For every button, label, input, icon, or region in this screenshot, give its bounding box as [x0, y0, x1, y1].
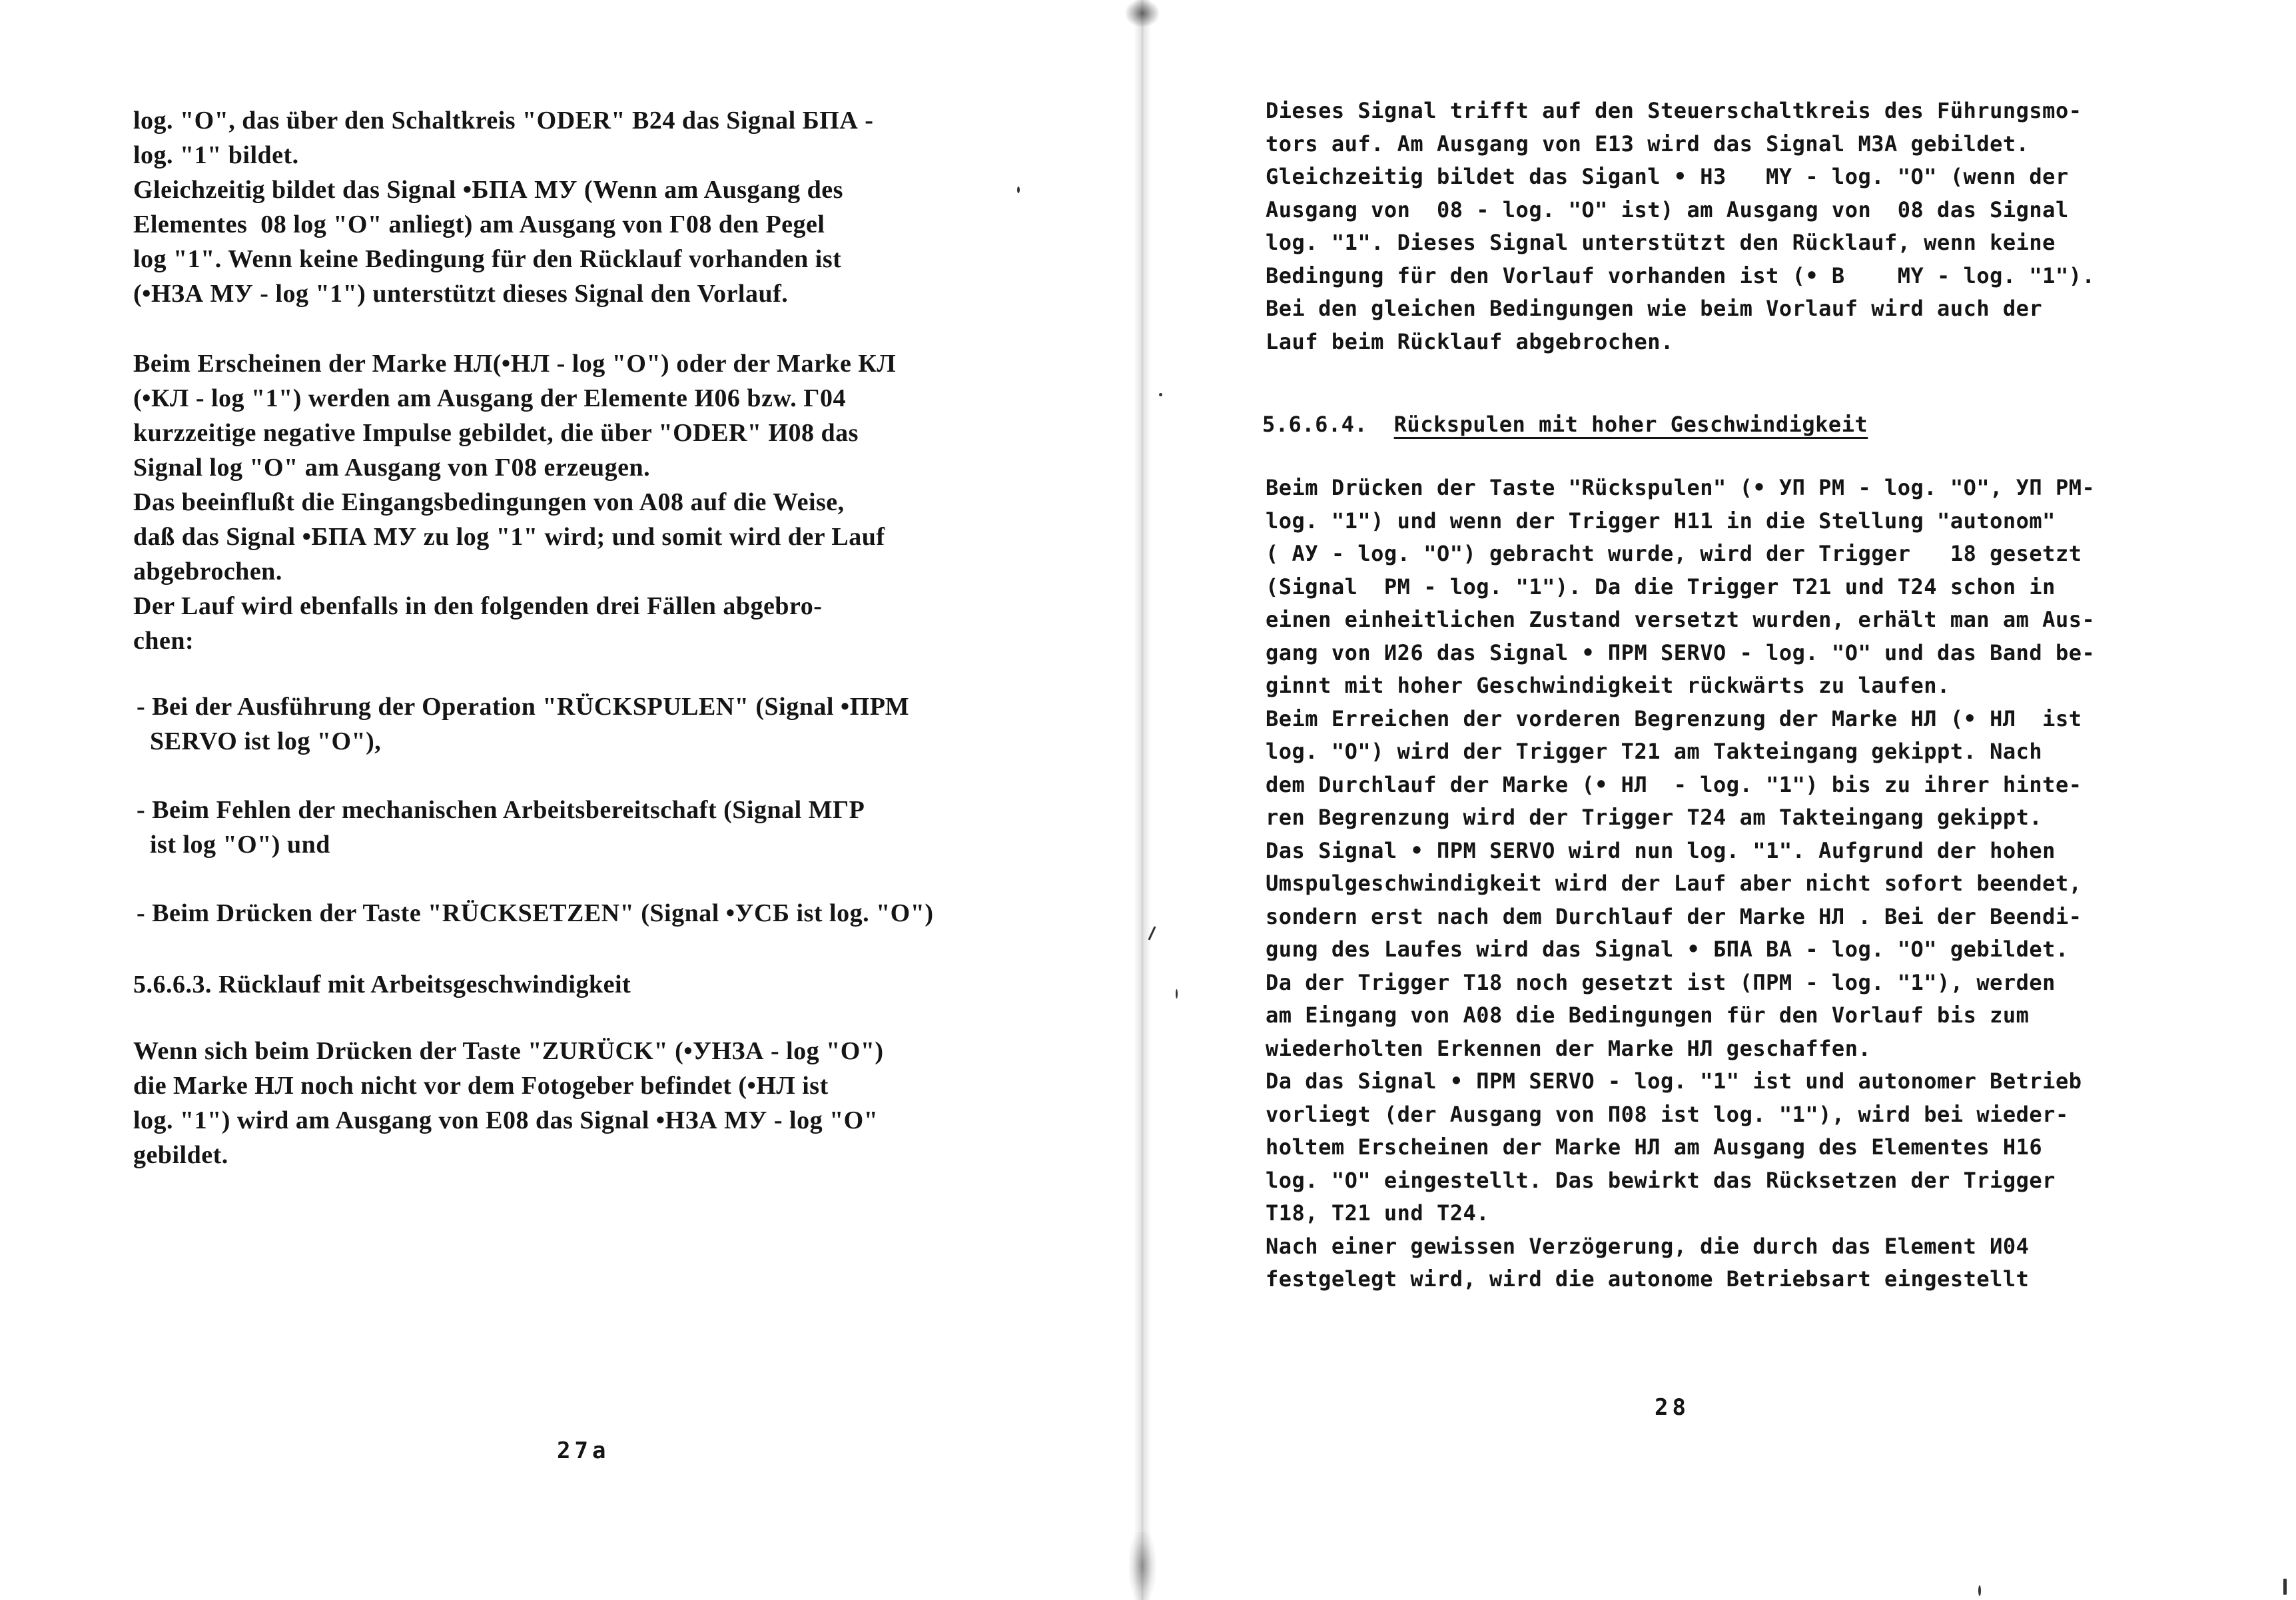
- book-gutter: [1134, 0, 1151, 1600]
- left-paragraph-2: Beim Erscheinen der Marke НЛ(•НЛ - log "O") oder der Marke КЛ (•КЛ - log "1") werden am Ausgang der Elemente И06 bzw. Г04 kurzzeitige negative Impulse gebildet, die über "ODER" И08 das Signal log "O" am Ausgang von Г08 erzeugen. Das beeinflußt die Eingangsbedingungen von A08 auf die Weise, daß das Signal •БПА МУ zu log "1" wird; und somit wird der Lauf abgebrochen. Der Lauf wird ebenfalls in den folgenden drei Fällen abgebro- chen:: [133, 350, 897, 655]
- left-section-heading: 5.6.6.3. Rücklauf mit Arbeitsgeschwindigkeit: [133, 971, 631, 999]
- left-list-item-arbeitsbereitschaft: - Beim Fehlen der mechanischen Arbeitsbereitschaft (Signal МГР ist log "O") und: [137, 796, 865, 859]
- gutter-shadow-bottom: [1129, 1532, 1156, 1600]
- right-page-number: 28: [1655, 1394, 1690, 1421]
- scan-speck: [1176, 989, 1178, 999]
- scan-speck: [2283, 1579, 2287, 1595]
- gutter-shadow-top: [1126, 0, 1159, 27]
- right-section-title: Rückspulen mit hoher Geschwindigkeit: [1393, 412, 1868, 437]
- left-list-item-ruecksetzen: - Beim Drücken der Taste "RÜCKSETZEN" (Signal •УСБ ist log. "O"): [137, 899, 934, 927]
- right-section-heading: [1262, 412, 1868, 437]
- scan-speck: [1017, 187, 1020, 193]
- left-paragraph-3: Wenn sich beim Drücken der Taste "ZURÜCK" (•УНЗА - log "O") die Marke НЛ noch nicht vor dem Fotogeber befindet (•НЛ ist log. "1") wird am Ausgang von E08 das Signal •НЗА МУ - log "O" gebildet.: [133, 1037, 884, 1169]
- right-paragraph-2: Beim Drücken der Taste "Rückspulen" (• УП РМ - log. "O", УП РМ- log. "1") und wenn der Trigger H11 in die Stellung "autonom" ( АУ - log. "O") gebracht wurde, wird der Trigger 18 gesetzt (Signal PM - log. "1"). Da die Trigger Т21 und Т24 schon in einen einheitlichen Zustand versetzt wurden, erhält man am Aus- gang von И26 das Signal • ПРМ SERVO - log. "O" und das Band be- ginnt mit hoher Geschwindigkeit rückwärts zu laufen. Beim Erreichen der vorderen Begrenzung der Marke НЛ (• НЛ ist log. "O") wird der Trigger Т21 am Takteingang gekippt. Nach dem Durchlauf der Marke (• НЛ - log. "1") bis zu ihrer hinte- ren Begrenzung wird der Trigger Т24 am Takteingang gekippt. Das Signal • ПРМ SERVO wird nun log. "1". Aufgrund der hohen Umspulgeschwindigkeit wird der Lauf aber nicht sofort beendet, sondern erst nach dem Durchlauf der Marke НЛ . Bei der Beendi- gung des Laufes wird das Signal • БПА ВА - log. "O" gebildet. Da der Trigger Т18 noch gesetzt ist (ПРМ - log. "1"), werden am Eingang von A08 die Bedingungen für den Vorlauf bis zum wiederholten Erkennen der Marke НЛ geschaffen. Da das Signal • ПРМ SERVO - log. "1" ist und autonomer Betrieb vorliegt (der Ausgang von П08 ist log. "1"), wird bei wieder- holtem Erscheinen der Marke НЛ am Ausgang des Elementes H16 log. "O" eingestellt. Das bewirkt das Rücksetzen der Trigger Т18, Т21 und Т24. Nach einer gewissen Verzögerung, die durch das Element И04 festgelegt wird, wird die autonome Betriebsart eingestellt: [1266, 475, 2096, 1292]
- right-paragraph-1: Dieses Signal trifft auf den Steuerschaltkreis des Führungsmo- tors auf. Am Ausgang von E13 wird das Signal M3A gebildet. Gleichzeitig bildet das Siganl • H3 MY - log. "O" (wenn der Ausgang von 08 - log. "O" ist) am Ausgang von 08 das Signal log. "1". Dieses Signal unterstützt den Rücklauf, wenn keine Bedingung für den Vorlauf vorhanden ist (• B MY - log. "1"). Bei den gleichen Bedingungen wie beim Vorlauf wird auch der Lauf beim Rücklauf abgebrochen.: [1266, 98, 2096, 354]
- left-paragraph-1: log. "O", das über den Schaltkreis "ODER" B24 das Signal БПА - log. "1" bildet. Gleichzeitig bildet das Signal •БПА МУ (Wenn am Ausgang des Elementes 08 log "O" anliegt) am Ausgang von Г08 den Pegel log "1". Wenn keine Bedingung für den Rücklauf vorhanden ist (•НЗА МУ - log "1") unterstützt dieses Signal den Vorlauf.: [133, 107, 874, 308]
- scan-speck: [1159, 393, 1162, 396]
- right-section-number: 5.6.6.4.: [1262, 412, 1368, 437]
- left-list-item-rueckspulen: - Bei der Ausführung der Operation "RÜCKSPULEN" (Signal •ПРМ SERVO ist log "O"),: [137, 693, 910, 755]
- scan-speck: [1978, 1585, 1981, 1596]
- left-page-number: 27a: [557, 1437, 610, 1464]
